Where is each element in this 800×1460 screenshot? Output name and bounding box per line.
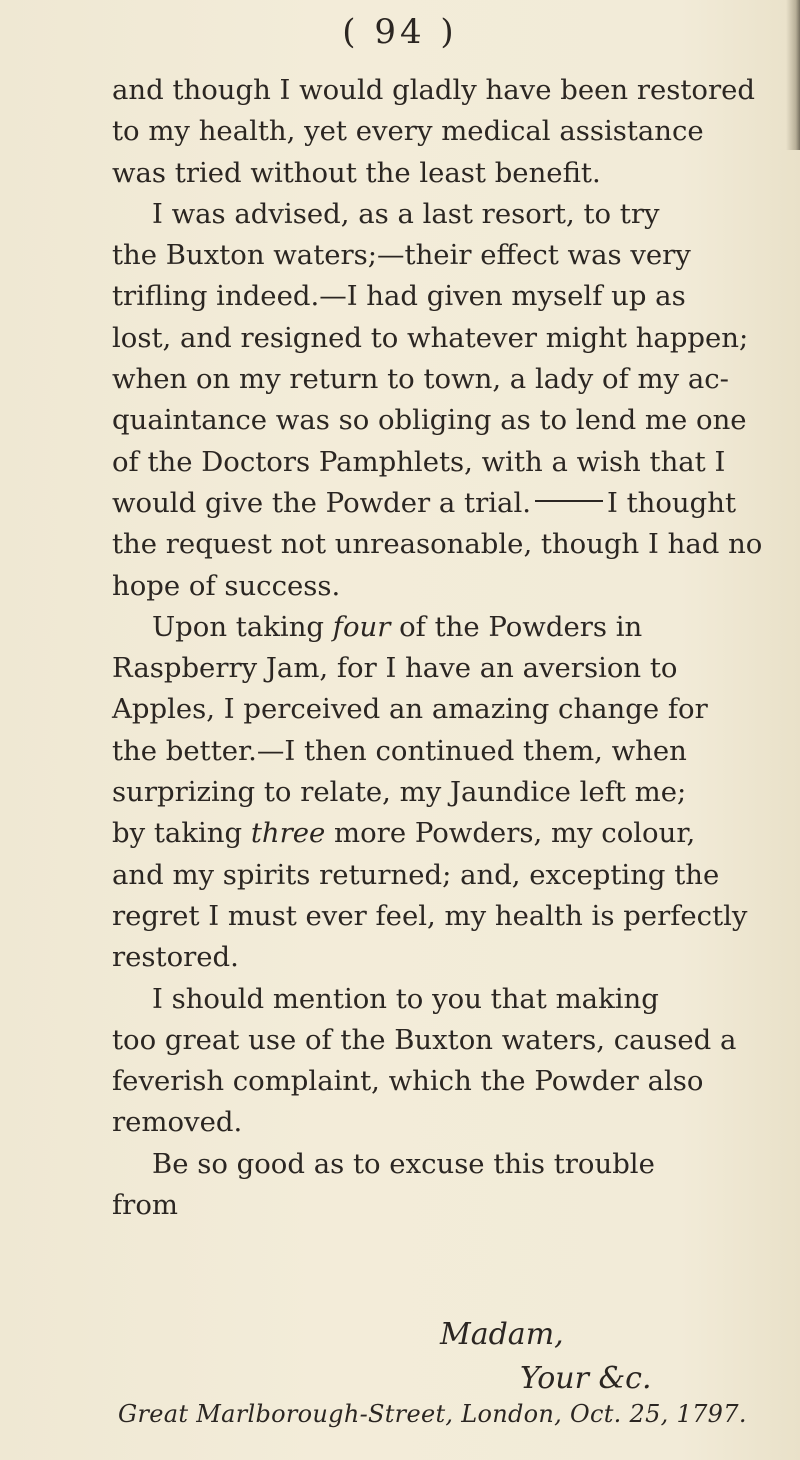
salutation: Madam,	[440, 1317, 564, 1352]
text-line: when on my return to town, a lady of my ac-	[112, 363, 729, 396]
text-line: too great use of the Buxton waters, caused a	[112, 1023, 737, 1056]
text-line: to my health, yet every medical assistance	[112, 115, 704, 148]
letter-body	[112, 70, 763, 1226]
text-line: was tried without the least benefit.	[112, 156, 601, 189]
text-line: feverish complaint, which the Powder also	[112, 1065, 704, 1098]
address-dateline: Great Marlborough-Street, London, Oct. 25, 1797.	[118, 1400, 747, 1428]
text-line: by taking three more Powders, my colour,	[112, 817, 696, 850]
text-line: restored.	[112, 941, 239, 974]
emphasis-three: three	[250, 817, 326, 850]
text-line: from	[112, 1189, 178, 1222]
text-line: of the Doctors Pamphlets, with a wish that I	[112, 445, 726, 478]
page-number: ( 94 )	[342, 12, 458, 52]
text-line: I should mention to you that making	[152, 982, 659, 1015]
emphasis-four: four	[332, 610, 391, 643]
text-line: quaintance was so obliging as to lend me one	[112, 404, 747, 437]
em-dash-rule	[535, 500, 603, 502]
text-line: lost, and resigned to whatever might happen;	[112, 321, 749, 354]
text-line: would give the Powder a trial. I thought	[112, 486, 737, 519]
text-line: the Buxton waters;—their effect was very	[112, 239, 691, 272]
text-line: Raspberry Jam, for I have an aversion to	[112, 652, 678, 685]
text-line: I was advised, as a last resort, to try	[152, 197, 660, 230]
text-line: hope of success.	[112, 569, 341, 602]
text-line: the request not unreasonable, though I had no	[112, 528, 763, 561]
text-line: and my spirits returned; and, excepting the	[112, 858, 720, 891]
signoff: Your &c.	[520, 1361, 652, 1396]
text-line: removed.	[112, 1106, 243, 1139]
text-line: Apples, I perceived an amazing change for	[112, 693, 708, 726]
text-line: trifling indeed.—I had given myself up as	[112, 280, 686, 313]
text-line: Be so good as to excuse this trouble	[152, 1147, 655, 1180]
text-line: regret I must ever feel, my health is perfectly	[112, 899, 748, 932]
text-line: the better.—I then continued them, when	[112, 734, 687, 767]
text-line: and though I would gladly have been restored	[112, 74, 755, 106]
text-line: surprizing to relate, my Jaundice left me;	[112, 776, 687, 809]
text-line: Upon taking four of the Powders in	[152, 610, 643, 643]
